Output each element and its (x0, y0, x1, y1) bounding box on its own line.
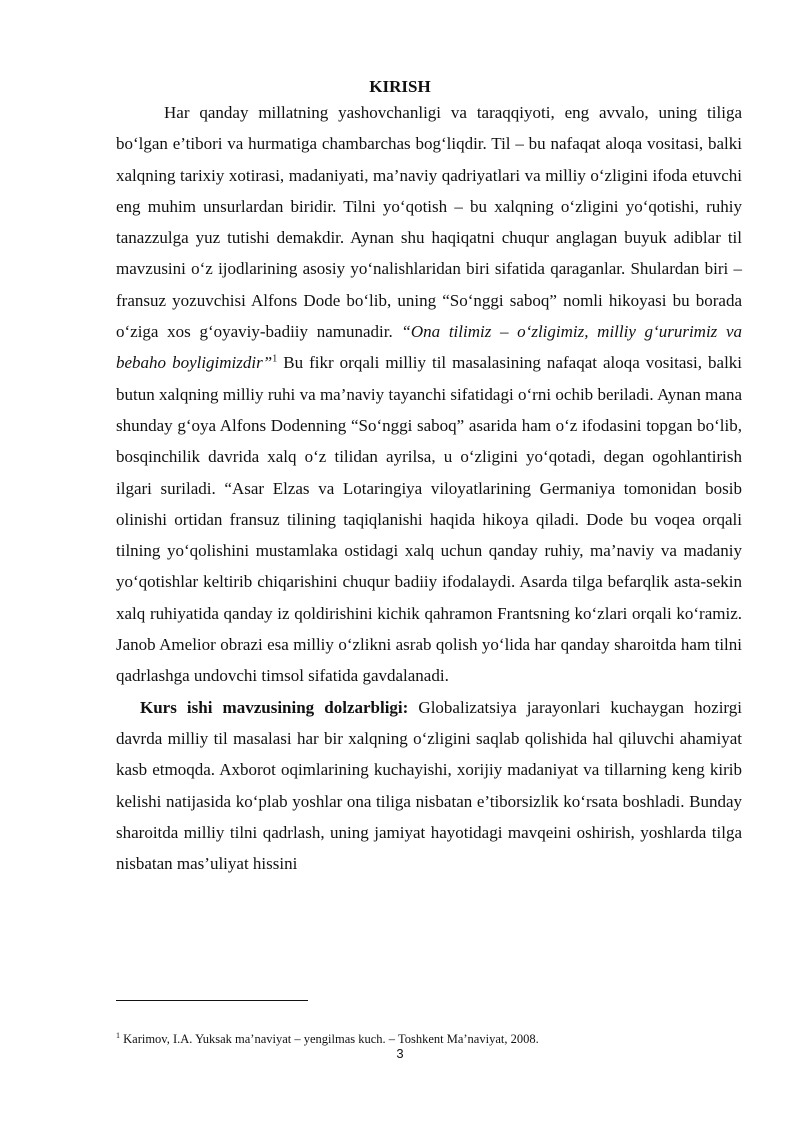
footnote-text: Karimov, I.A. Yuksak ma’naviyat – yengilmas kuch. – Toshkent Ma’naviyat, 2008. (123, 1032, 539, 1046)
footnote-reference: 1 (272, 353, 278, 365)
relevance-text: Globalizatsiya jarayonlari kuchaygan hozirgi davrda milliy til masalasi har bir xalqning o‘zligini saqlab qolishida hal qiluvchi ahamiyat kasb etmoqda. Axborot oqimlarining kuchayishi, xorijiy madaniyat va tillarning keng kirib kelishi natijasida ko‘plab yoshlar ona tiliga nisbatan e’tiborsizlik ko‘rsata boshladi. Bunday sharoitda milliy tilni qadrlash, uning jamiyat hayotidagi mavqeini oshirish, yoshlarda tilga nisbatan mas’uliyat hissini (116, 697, 742, 874)
paragraph-relevance (116, 692, 742, 880)
paragraph-1-text-before-quote: Har qanday millatning yashovchanligi va taraqqiyoti, eng avvalo, uning tiliga bo‘lgan e’tibori va hurmatiga chambarchas bog‘liqdir. Til – bu nafaqat aloqa vositasi, balki xalqning tarixiy xotirasi, madaniyati, ma’naviy qadriyatlari va milliy o‘zligini ifoda etuvchi eng muhim unsurlardan biridir. Tilni yo‘qotish – bu xalqning o‘zligini yo‘qotishi, ruhiy tanazzulga yuz tutishi demakdir. Aynan shu haqiqatni chuqur anglagan buyuk adiblar til mavzusini o‘z ijodlarining asosiy yo‘nalishlaridan biri sifatida qaraganlar. Shulardan biri – fransuz yozuvchisi Alfons Dode bo‘lib, uning “So‘nggi saboq” nomli hikoyasi bu borada o‘ziga xos g‘oyaviy-badiiy namunadir. (116, 103, 742, 342)
page-number: 3 (396, 1046, 404, 1061)
page-title: KIRISH (369, 77, 431, 96)
relevance-heading: Kurs ishi mavzusining dolzarbligi: (140, 697, 409, 717)
footnote-separator (116, 1000, 308, 1001)
footnote (116, 1031, 742, 1047)
quotation: “Ona tilimiz – o‘zligimiz, milliy g‘ururimiz va bebaho boyligimizdir” (116, 322, 743, 373)
body-text (116, 97, 742, 879)
footnote-number: 1 (116, 1030, 120, 1040)
paragraph-introduction (116, 97, 742, 692)
paragraph-1-text-after-quote: Bu fikr orqali milliy til masalasining nafaqat aloqa vositasi, balki butun xalqning milliy ruhi va ma’naviy tayanchi sifatidagi o‘rni ochib beriladi. Aynan mana shunday g‘oya Alfons Dodenning “So‘nggi saboq” asarida ham o‘z ifodasini topgan bo‘lib, bosqinchilik davrida xalq o‘z tilidan ayrilsa, u o‘zligini yo‘qotadi, degan ogohlantirish ilgari suriladi. “Asar Elzas va Lotaringiya viloyatlarining Germaniya tomonidan bosib olinishi ortidan fransuz tilining taqiqlanishi haqida hikoya qiladi. Dode bu voqea orqali tilning yo‘qolishini mustamlaka ostidagi xalq uchun qanday ruhiy, ma’naviy va madaniy yo‘qotishlar keltirib chiqarishini chuqur badiiy ifodalaydi. Asarda tilga befarqlik asta-sekin xalq ruhiyatida qanday iz qoldirishini kichik qahramon Frantsning ko‘zlari orqali ko‘ramiz. Janob Amelior obrazi esa milliy o‘zlikni asrab qolish yo‘lida har qanday sharoitda ham tilni qadrlashga undovchi timsol sifatida gavdalanadi. (116, 353, 743, 686)
